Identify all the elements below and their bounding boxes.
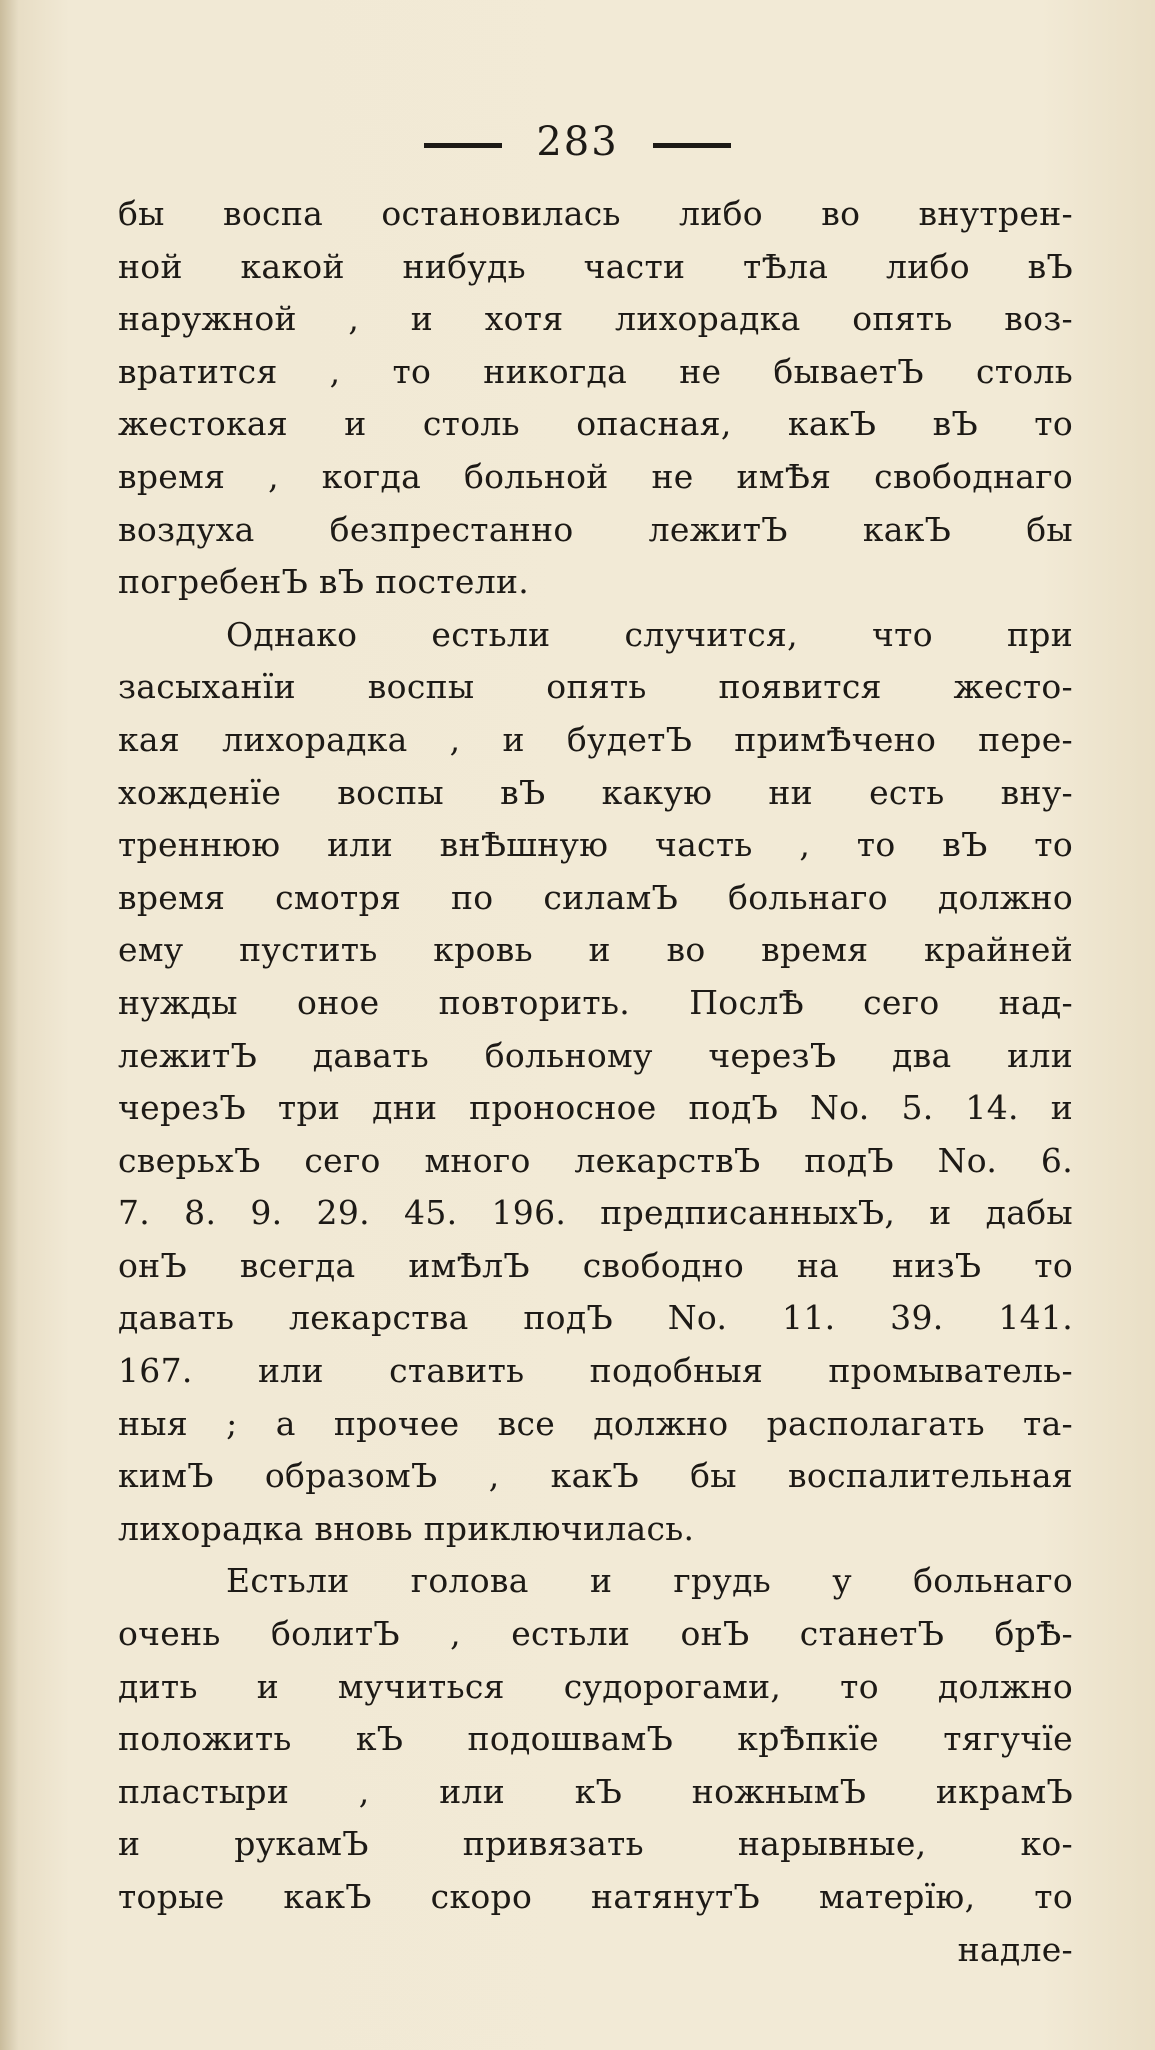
text-line: кая лихорадка , и будетЪ примѢчено пере- (118, 719, 1073, 759)
header-dash-left (424, 143, 502, 148)
text-line: нужды оное повторить. ПослѢ сего над- (118, 982, 1073, 1022)
text-line: черезЪ три дни проносное подЪ No. 5. 14. и (118, 1088, 1073, 1128)
catchword: надле- (957, 1929, 1073, 1969)
text-line: ему пустить кровь и во время крайней (118, 930, 1073, 970)
text-line: пластыри , или кЪ ножнымЪ икрамЪ (118, 1771, 1073, 1811)
text-line: Однако естьли случится, что при (226, 614, 1073, 654)
text-line: лихорадка вновь приключилась. (118, 1508, 695, 1548)
text-line: время смотря по силамЪ больнаго должно (118, 877, 1073, 917)
text-line: треннюю или внѢшную часть , то вЪ то (118, 825, 1073, 865)
text-line: кимЪ образомЪ , какЪ бы воспалительная (118, 1456, 1073, 1496)
text-line: засыханїи воспы опять появится жесто- (118, 667, 1073, 707)
text-line: 167. или ставить подобныя промыватель- (118, 1351, 1073, 1391)
text-line: и рукамЪ привязать нарывные, ко- (118, 1824, 1073, 1864)
text-line: торые какЪ скоро натянутЪ матерїю, то (118, 1877, 1073, 1916)
text-line: положить кЪ подошвамЪ крѢпкїе тягучїе (118, 1719, 1073, 1759)
text-line: давать лекарства подЪ No. 11. 39. 141. (118, 1298, 1073, 1338)
page-header (0, 112, 1155, 172)
text-line: лежитЪ давать больному черезЪ два или (118, 1035, 1073, 1075)
text-line: время , когда больной не имѢя свободнаго (118, 456, 1073, 496)
text-line: дить и мучиться судорогами, то должно (118, 1666, 1073, 1706)
text-line: погребенЪ вЪ постели. (118, 562, 530, 602)
text-line: жестокая и столь опасная, какЪ вЪ то (118, 404, 1073, 444)
text-line: очень болитЪ , естьли онЪ станетЪ брѢ- (118, 1614, 1073, 1654)
text-line: вратится , то никогда не бываетЪ столь (118, 351, 1073, 391)
text-line: Естьли голова и грудь у больнаго (226, 1561, 1073, 1601)
text-line: ныя ; а прочее все должно располагать та- (118, 1403, 1073, 1443)
text-line: бы воспа остановилась либо во внутрен- (118, 194, 1073, 233)
page-number: 283 (536, 119, 619, 165)
body-text (118, 188, 1073, 1976)
text-line: хожденїе воспы вЪ какую ни есть вну- (118, 772, 1073, 812)
text-line: наружной , и хотя лихорадка опять воз- (118, 299, 1073, 339)
page-binding-edge (0, 0, 18, 2050)
text-line: ной какой нибудь части тѢла либо вЪ (118, 246, 1073, 286)
text-line: сверьхЪ сего много лекарствЪ подЪ No. 6. (118, 1140, 1073, 1180)
text-line: 7. 8. 9. 29. 45. 196. предписанныхЪ, и дабы (118, 1193, 1073, 1233)
text-line: онЪ всегда имѢлЪ свободно на низЪ то (118, 1245, 1073, 1285)
header-dash-right (653, 143, 731, 148)
text-line: воздуха безпрестанно лежитЪ какЪ бы (118, 509, 1073, 549)
